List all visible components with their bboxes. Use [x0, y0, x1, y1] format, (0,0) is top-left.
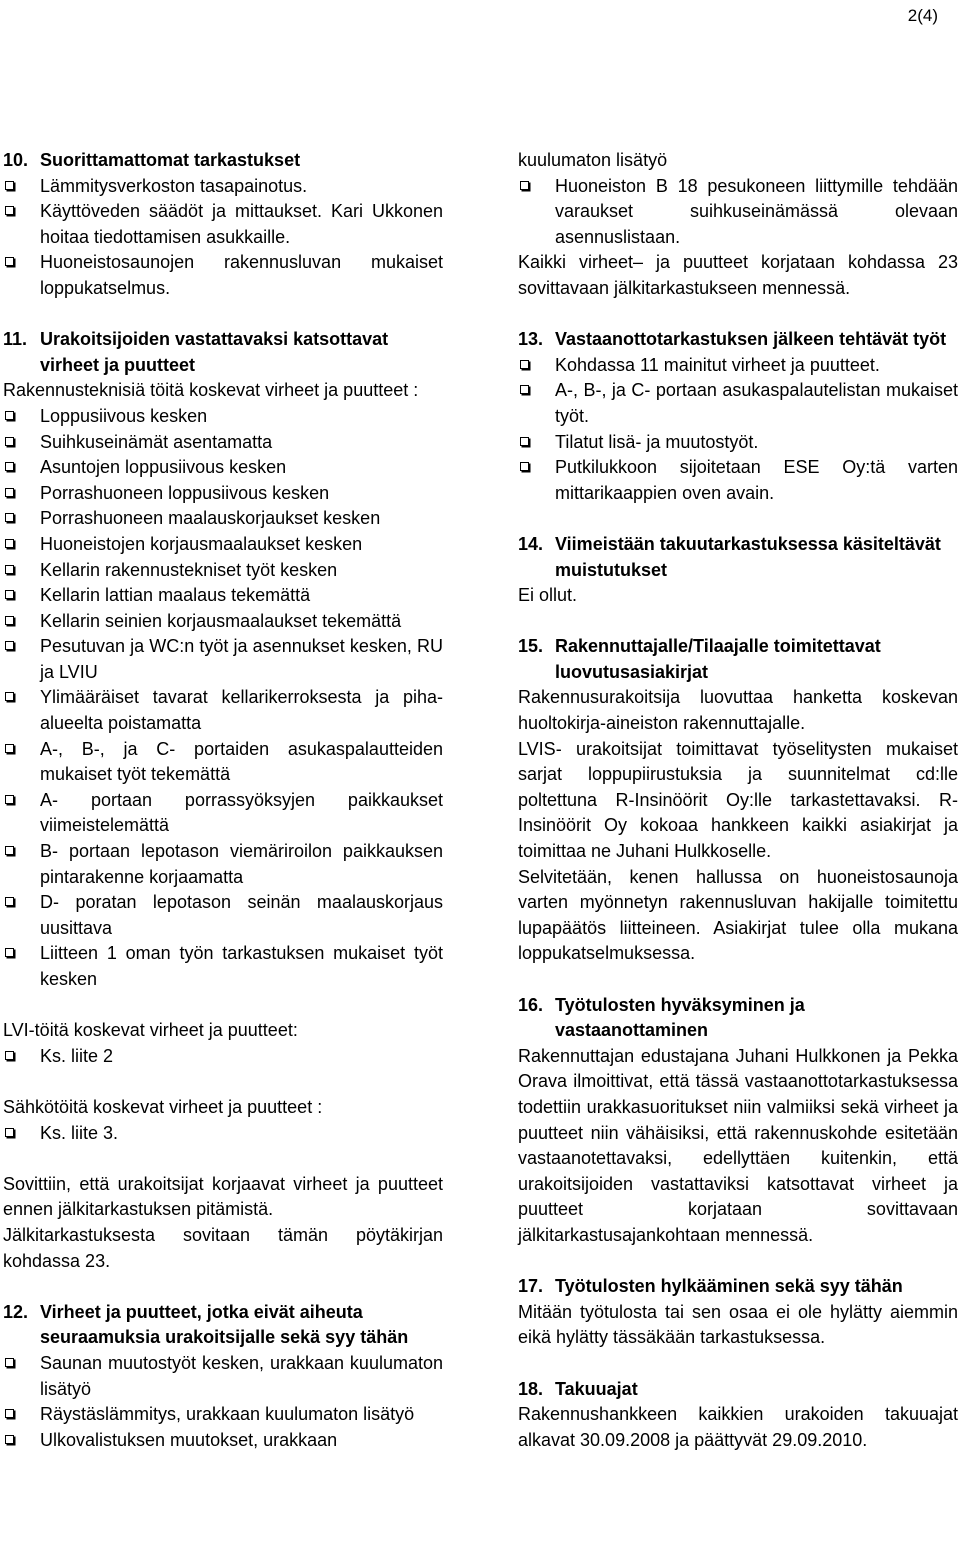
list-item: Räystäslämmitys, urakkaan kuulumaton lisätyö	[3, 1402, 443, 1428]
list-item: A- portaan porrassyöksyjen paikkaukset viimeistelemättä	[3, 788, 443, 839]
list-item: Ks. liite 3.	[3, 1121, 443, 1147]
section-title: Työtulosten hyväksyminen ja vastaanottaminen	[555, 994, 805, 1041]
list-item: Saunan muutostyöt kesken, urakkaan kuulumaton lisätyö	[3, 1351, 443, 1402]
list-item: B- portaan lepotason viemäriroilon paikkauksen pintarakenne korjaamatta	[3, 839, 443, 890]
checkbox-icon	[5, 206, 14, 215]
section-15-heading	[518, 634, 958, 685]
list-item: Tilatut lisä- ja muutostyöt.	[518, 430, 958, 456]
section-10-list	[3, 174, 443, 302]
checkbox-icon	[5, 513, 14, 522]
section-18-text: Rakennushankkeen kaikkien urakoiden takuuajat alkavat 30.09.2008 ja päättyvät 29.09.2010.	[518, 1404, 958, 1450]
section-15-paragraph: Selvitetään, kenen hallussa on huoneistosaunoja varten myönnetyn rakennusluvan hakijalle toimitettu lupapäätös liitteineen. Asiakirjat tulee olla mukana loppukatselmuksessa.	[518, 866, 958, 964]
list-item: Lämmitysverkoston tasapainotus.	[3, 174, 443, 200]
list-item: Porrashuoneen loppusiivous kesken	[3, 481, 443, 507]
section-13-list	[518, 353, 958, 507]
checkbox-icon	[5, 181, 14, 190]
checkbox-icon	[5, 539, 14, 548]
checkbox-icon	[5, 1435, 14, 1444]
checkbox-icon	[5, 437, 14, 446]
section-17-text: Mitään työtulosta tai sen osaa ei ole hylätty aiemmin eikä hylätty tässäkään tarkastuksessa.	[518, 1301, 958, 1348]
section-12-heading	[3, 1300, 443, 1351]
list-item: A-, B-, ja C- portaan asukaspalautelistan mukaiset työt.	[518, 378, 958, 429]
section-title: Takuuajat	[555, 1378, 638, 1399]
checkbox-icon	[520, 181, 529, 190]
list-item: Porrashuoneen maalauskorjaukset kesken	[3, 506, 443, 532]
list-item: Suihkuseinämät asentamatta	[3, 430, 443, 456]
left-column	[3, 148, 443, 1453]
section-16-text: Rakennuttajan edustajana Juhani Hulkkonen ja Pekka Orava ilmoittivat, että tässä vastaanottotarkastuksessa todettiin urakkasuoritukset niin valmiiksi sekä virheet ja puutteet niin vähäisiksi, että rakennuskohde esitetään vastaanotettavaksi, edellyttäen kuitenkin, että urakoitsijoiden vastattaviksi katsottavat virheet ja puutteet korjataan sovittavaan jälkitarkastusajankohtaan mennessä.	[518, 1045, 958, 1245]
section-17-heading	[518, 1274, 958, 1300]
section-18-heading	[518, 1377, 958, 1403]
section-number: 10.	[3, 150, 29, 170]
lvi-list	[3, 1044, 443, 1070]
list-item: Ylimääräiset tavarat kellarikerroksesta ja piha-alueelta poistamatta	[3, 685, 443, 736]
lvi-label: LVI-töitä koskevat virheet ja puutteet:	[3, 1020, 298, 1041]
list-item: D- poratan lepotason seinän maalauskorjaus uusittava	[3, 890, 443, 941]
section-number: 15.	[518, 636, 544, 657]
checkbox-icon	[520, 385, 529, 394]
checkbox-icon	[5, 411, 14, 420]
section-number: 16.	[518, 994, 544, 1015]
section-12-note: Kaikki virheet– ja puutteet korjataan kohdassa 23 sovittavaan jälkitarkastukseen mennessä.	[518, 252, 958, 298]
list-item: A-, B-, ja C- portaiden asukaspalautteiden mukaiset työt tekemättä	[3, 737, 443, 788]
section-number: 18.	[518, 1378, 544, 1399]
section-title: Viimeistään takuutarkastuksessa käsiteltävät muistutukset	[555, 533, 941, 580]
checkbox-icon	[5, 590, 14, 599]
sahko-label: Sähkötöitä koskevat virheet ja puutteet :	[3, 1096, 323, 1117]
list-item: Kellarin lattian maalaus tekemättä	[3, 583, 443, 609]
list-item: Liitteen 1 oman työn tarkastuksen mukaiset työt kesken	[3, 941, 443, 992]
section-14-text: Ei ollut.	[518, 585, 578, 606]
section-12-continued-list	[518, 174, 958, 251]
section-13-heading	[518, 327, 958, 353]
section-15-paragraph: Rakennusurakoitsija luovuttaa hanketta koskevan huoltokirja-aineiston rakennuttajalle.	[518, 687, 958, 734]
section-title: Urakoitsijoiden vastattavaksi katsottavat virheet ja puutteet	[40, 329, 389, 375]
list-item: Loppusiivous kesken	[3, 404, 443, 430]
checkbox-icon	[5, 897, 14, 906]
section-11-paragraph: Jälkitarkastuksesta sovitaan tämän pöytäkirjan kohdassa 23.	[3, 1224, 443, 1271]
section-title: Virheet ja puutteet, jotka eivät aiheuta seuraamuksia urakoitsijalle sekä syy tähän	[40, 1301, 409, 1348]
section-11-heading	[3, 327, 443, 378]
section-title: Rakennuttajalle/Tilaajalle toimitettavat luovutusasiakirjat	[555, 636, 881, 682]
section-11-list	[3, 404, 443, 993]
list-item: Kellarin seinien korjausmaalaukset tekemättä	[3, 609, 443, 635]
section-number: 17.	[518, 1276, 544, 1297]
list-item: Käyttöveden säädöt ja mittaukset. Kari Ukkonen hoitaa tiedottamisen asukkaille.	[3, 199, 443, 250]
section-12-list	[3, 1351, 443, 1453]
checkbox-icon	[5, 488, 14, 497]
section-14-heading	[518, 532, 958, 583]
checkbox-icon	[5, 948, 14, 957]
list-item: Huoneiston B 18 pesukoneen liittymille tehdään varaukset suihkuseinämässä olevaan asennuslistaan.	[518, 174, 958, 251]
section-10-heading	[3, 148, 443, 174]
list-item: Pesutuvan ja WC:n työt ja asennukset kesken, RU ja LVIU	[3, 634, 443, 685]
checkbox-icon	[5, 846, 14, 855]
list-item: Ulkovalistuksen muutokset, urakkaan	[3, 1428, 443, 1454]
right-column	[518, 148, 958, 1453]
section-12-continuation: kuulumaton lisätyö	[518, 150, 668, 170]
checkbox-icon	[5, 1051, 14, 1060]
sahko-list	[3, 1121, 443, 1147]
checkbox-icon	[5, 1409, 14, 1418]
checkbox-icon	[5, 641, 14, 650]
checkbox-icon	[5, 565, 14, 574]
checkbox-icon	[5, 744, 14, 753]
section-number: 13.	[518, 329, 544, 350]
checkbox-icon	[520, 437, 529, 446]
list-item: Huoneistojen korjausmaalaukset kesken	[3, 532, 443, 558]
list-item: Putkilukkoon sijoitetaan ESE Oy:tä varten mittarikaappien oven avain.	[518, 455, 958, 506]
section-number: 11.	[3, 329, 28, 350]
checkbox-icon	[5, 462, 14, 471]
checkbox-icon	[5, 616, 14, 625]
section-15-paragraph: LVIS- urakoitsijat toimittavat työselitysten mukaiset sarjat loppupiirustuksia ja suunnitelmat cd:lle poltettuna R-Insinöörit Oy:lle tarkastettavaksi. R-Insinöörit Oy kokoaa hankkeen kaikki asiakirjat ja toimittaa ne Juhani Hulkkoselle.	[518, 738, 958, 862]
section-11-paragraph: Sovittiin, että urakoitsijat korjaavat virheet ja puutteet ennen jälkitarkastuksen pitämistä.	[3, 1173, 443, 1220]
checkbox-icon	[5, 795, 14, 804]
list-item: Kohdassa 11 mainitut virheet ja puutteet.	[518, 353, 958, 379]
checkbox-icon	[5, 692, 14, 701]
section-11-intro: Rakennusteknisiä töitä koskevat virheet ja puutteet :	[3, 380, 419, 401]
section-title: Työtulosten hylkääminen sekä syy tähän	[555, 1276, 903, 1297]
checkbox-icon	[5, 1128, 14, 1137]
section-title: Vastaanottotarkastuksen jälkeen tehtävät työt	[555, 329, 947, 350]
page-number: 2(4)	[907, 6, 938, 25]
section-number: 14.	[518, 533, 544, 554]
list-item: Ks. liite 2	[3, 1044, 443, 1070]
checkbox-icon	[520, 462, 529, 471]
list-item: Huoneistosaunojen rakennusluvan mukaiset loppukatselmus.	[3, 250, 443, 301]
list-item: Kellarin rakennustekniset työt kesken	[3, 558, 443, 584]
section-number: 12.	[3, 1301, 29, 1322]
checkbox-icon	[520, 360, 529, 369]
checkbox-icon	[5, 257, 14, 266]
section-16-heading	[518, 993, 958, 1044]
list-item: Asuntojen loppusiivous kesken	[3, 455, 443, 481]
section-title: Suorittamattomat tarkastukset	[40, 150, 301, 170]
checkbox-icon	[5, 1358, 14, 1367]
